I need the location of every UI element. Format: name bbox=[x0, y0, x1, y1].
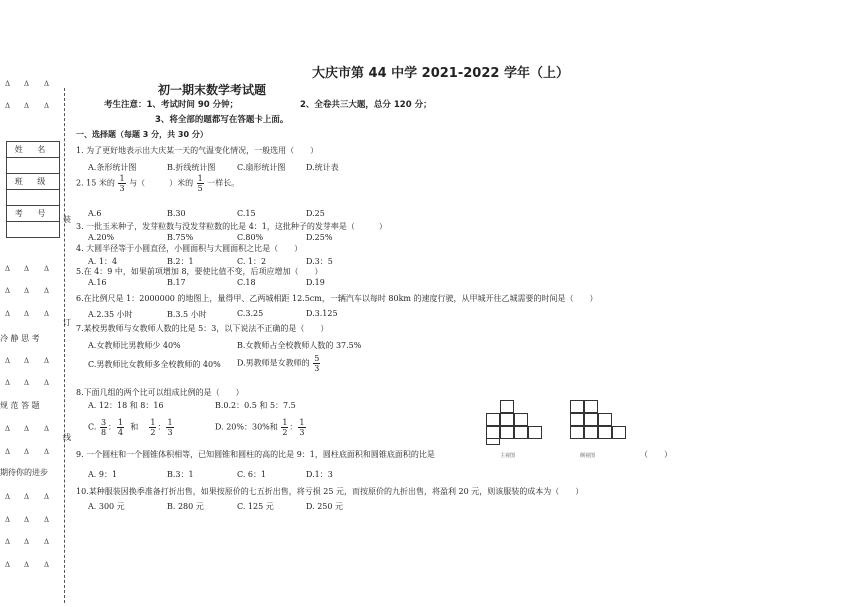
triangle-mark: Δ bbox=[44, 357, 50, 365]
triangle-mark: Δ bbox=[5, 357, 11, 365]
q3-option-a: A.20% bbox=[88, 233, 115, 242]
triangle-mark: Δ bbox=[5, 265, 11, 273]
q6-option-a: A.2.35 小时 bbox=[88, 310, 133, 319]
q8-stem: 8.下面几组的两个比可以组成比例的是（ ） bbox=[76, 388, 244, 397]
q7-option-d-text: D.男教师是女教师的 bbox=[237, 358, 310, 368]
figure-cell bbox=[570, 426, 584, 439]
front-view-label: 主视图 bbox=[500, 453, 516, 459]
numerator: 5 bbox=[314, 354, 320, 363]
triangle-mark: Δ bbox=[44, 425, 50, 433]
slogan-calm-thinking: 冷 静 思 考 bbox=[0, 334, 40, 343]
triangle-mark: Δ bbox=[24, 493, 30, 501]
q8-c-fraction-1 bbox=[100, 418, 107, 437]
q2-stem bbox=[76, 174, 239, 193]
name-field[interactable] bbox=[7, 158, 60, 174]
denominator: 2 bbox=[282, 428, 288, 437]
q3-option-b: B.75% bbox=[167, 233, 194, 242]
q8-d-fraction-2 bbox=[298, 418, 305, 437]
q7-option-b: B.女教师占全校教师人数的 37.5% bbox=[237, 341, 362, 350]
q9-stem: 9. 一个圆柱和一个圆锥体积相等，已知圆锥和圆柱的高的比是 9：1，圆柱底面积和圆锥底面积的比是 bbox=[76, 450, 435, 459]
numerator: 1 bbox=[150, 418, 156, 427]
figure-cell bbox=[598, 413, 612, 426]
triangle-mark: Δ bbox=[5, 287, 11, 295]
q5-option-d: D.19 bbox=[306, 278, 325, 287]
triangle-mark: Δ bbox=[44, 102, 50, 110]
triangle-mark: Δ bbox=[44, 448, 50, 456]
triangle-mark: Δ bbox=[24, 425, 30, 433]
triangle-mark: Δ bbox=[5, 516, 11, 524]
triangle-mark: Δ bbox=[44, 493, 50, 501]
triangle-mark: Δ bbox=[24, 448, 30, 456]
q9-option-a: A. 9：1 bbox=[88, 470, 118, 479]
number-field[interactable] bbox=[7, 222, 60, 238]
figure-cell bbox=[570, 413, 584, 426]
triangle-mark: Δ bbox=[24, 310, 30, 318]
q8-c-fraction-2 bbox=[117, 418, 124, 437]
q4-option-b: B.2：1 bbox=[167, 257, 194, 266]
q2-option-b: B.30 bbox=[167, 209, 186, 218]
q1-stem: 1. 为了更好地表示出大庆某一天的气温变化情况，一般选用（ ） bbox=[76, 146, 319, 155]
triangle-mark: Δ bbox=[5, 310, 11, 318]
q7-option-a: A.女教师比男教师少 40% bbox=[88, 341, 181, 350]
q8-option-c bbox=[88, 418, 175, 437]
figure-base bbox=[486, 439, 500, 445]
triangle-mark: Δ bbox=[5, 493, 11, 501]
class-field[interactable] bbox=[7, 190, 60, 206]
q5-option-a: A.16 bbox=[88, 278, 107, 287]
q1-option-a: A.条形统计图 bbox=[88, 163, 137, 172]
q4-option-c: C. 1：2 bbox=[237, 257, 267, 266]
numerator: 1 bbox=[167, 418, 173, 427]
q7-option-d bbox=[237, 354, 321, 373]
triangle-mark: Δ bbox=[24, 80, 30, 88]
q8-option-b: B.0.2：0.5 和 5：7.5 bbox=[215, 401, 296, 410]
class-label: 班 级 bbox=[7, 174, 60, 190]
triangle-mark: Δ bbox=[24, 265, 30, 273]
numerator: 1 bbox=[118, 418, 124, 427]
q9-option-d: D.1：3 bbox=[306, 470, 333, 479]
q10-option-c: C. 125 元 bbox=[237, 502, 274, 511]
q10-option-b: B. 280 元 bbox=[167, 502, 204, 511]
triangle-mark: Δ bbox=[44, 538, 50, 546]
q7-option-d-fraction bbox=[313, 354, 320, 373]
q9-option-c: C. 6：1 bbox=[237, 470, 267, 479]
q8-c-and: 和 bbox=[130, 422, 139, 432]
q8-d-fraction-1 bbox=[281, 418, 288, 437]
notice-line-2: 2、全卷共三大题，总分 120 分； bbox=[300, 100, 432, 110]
q2-stem-part: 与（ ）米的 bbox=[129, 178, 194, 188]
q8-c-label: C. bbox=[88, 422, 97, 432]
triangle-mark: Δ bbox=[5, 538, 11, 546]
figure-cell bbox=[570, 400, 584, 413]
denominator: 3 bbox=[299, 428, 305, 437]
q2-option-c: C.15 bbox=[237, 209, 256, 218]
triangle-mark: Δ bbox=[44, 287, 50, 295]
figure-cell bbox=[612, 426, 626, 439]
q4-option-d: D.3：5 bbox=[306, 257, 333, 266]
q10-option-d: D. 250 元 bbox=[306, 502, 344, 511]
numerator: 1 bbox=[197, 174, 203, 183]
triangle-mark: Δ bbox=[44, 310, 50, 318]
q6-stem: 6.在比例尺是 1：2000000 的地图上，量得甲、乙两城相距 12.5cm，一辆汽车以每时 80km 的速度行驶，从甲城开往乙城需要的时间是（ ） bbox=[76, 294, 598, 303]
q2-stem-part: 2. 15 米的 bbox=[76, 178, 115, 188]
slogan-progress: 期待你的进步 bbox=[0, 468, 48, 477]
denominator: 3 bbox=[314, 364, 320, 373]
q5-option-b: B.17 bbox=[167, 278, 186, 287]
figure-cell bbox=[598, 426, 612, 439]
triangle-mark: Δ bbox=[44, 265, 50, 273]
q9-option-b: B.3：1 bbox=[167, 470, 194, 479]
triangle-mark: Δ bbox=[24, 538, 30, 546]
student-info-table bbox=[6, 141, 60, 238]
q8-c-fraction-3 bbox=[149, 418, 156, 437]
binding-char-ding: 订 bbox=[63, 318, 71, 327]
triangle-mark: Δ bbox=[5, 448, 11, 456]
q8-option-d bbox=[215, 418, 307, 437]
figure-cell bbox=[486, 426, 500, 439]
q5-stem: 5.在 4：9 中，如果前项增加 8，要使比值不变，后项应增加（ ） bbox=[76, 267, 323, 276]
q10-option-a: A. 300 元 bbox=[88, 502, 125, 511]
triangle-mark: Δ bbox=[5, 379, 11, 387]
numerator: 1 bbox=[299, 418, 305, 427]
numerator: 1 bbox=[282, 418, 288, 427]
q6-option-d: D.3.125 bbox=[306, 309, 338, 318]
triangle-mark: Δ bbox=[24, 102, 30, 110]
denominator: 5 bbox=[197, 184, 203, 193]
triangle-mark: Δ bbox=[24, 357, 30, 365]
denominator: 8 bbox=[100, 428, 107, 437]
q3-option-d: D.25% bbox=[306, 233, 333, 242]
triangle-mark: Δ bbox=[5, 561, 11, 569]
q2-stem-part: 一样长。 bbox=[207, 178, 240, 188]
q3-stem: 3. 一批玉米种子，发芽粒数与没发芽粒数的比是 4：1，这批种子的发芽率是（ ） bbox=[76, 222, 387, 231]
triangle-mark: Δ bbox=[44, 516, 50, 524]
figure-cell bbox=[486, 413, 500, 426]
q6-option-c: C.3.25 bbox=[237, 309, 264, 318]
triangle-mark: Δ bbox=[44, 379, 50, 387]
triangle-mark: Δ bbox=[24, 287, 30, 295]
q1-option-c: C.扇形统计图 bbox=[237, 163, 286, 172]
q5-option-c: C.18 bbox=[237, 278, 256, 287]
name-label: 姓 名 bbox=[7, 142, 60, 158]
colon: ： bbox=[157, 422, 166, 432]
numerator: 3 bbox=[100, 418, 107, 427]
slogan-standard-answer: 规 范 答 题 bbox=[0, 401, 40, 410]
denominator: 3 bbox=[119, 184, 125, 193]
q4-option-a: A. 1：4 bbox=[88, 257, 118, 266]
q4-stem: 4. 大圆半径等于小圆直径，小圆面积与大圆面积之比是（ ） bbox=[76, 244, 303, 253]
q8-option-a: A. 12：18 和 8：16 bbox=[88, 401, 164, 410]
number-label: 考 号 bbox=[7, 206, 60, 222]
triangle-mark: Δ bbox=[5, 425, 11, 433]
figure-cell bbox=[500, 426, 514, 439]
q2-fraction-2 bbox=[197, 174, 204, 193]
q8-d-label: D. 20%：30%和 bbox=[215, 422, 278, 432]
q8-c-fraction-4 bbox=[166, 418, 173, 437]
q1-option-b: B.折线统计图 bbox=[167, 163, 216, 172]
q10-stem: 10.某种服装因换季准备打折出售，如果按原价的七五折出售，将亏损 25 元，而按原价的九折出售，将盈利 20 元，则该服装的成本为（ ） bbox=[76, 487, 584, 496]
numerator: 1 bbox=[119, 174, 125, 183]
q3-option-c: C.80% bbox=[237, 233, 264, 242]
exam-title: 初一期末数学考试题 bbox=[158, 83, 267, 97]
triangle-mark: Δ bbox=[24, 561, 30, 569]
triangle-mark: Δ bbox=[5, 80, 11, 88]
q2-fraction-1 bbox=[118, 174, 125, 193]
binding-dashed-line bbox=[64, 88, 65, 603]
denominator: 2 bbox=[150, 428, 156, 437]
figure-cell bbox=[500, 400, 514, 413]
binding-char-zhuang: 装 bbox=[63, 215, 71, 224]
denominator: 3 bbox=[167, 428, 173, 437]
triangle-mark: Δ bbox=[44, 80, 50, 88]
figure-cell bbox=[514, 426, 528, 439]
side-view-label: 侧视图 bbox=[580, 453, 596, 459]
denominator: 4 bbox=[118, 428, 124, 437]
q9-answer-paren: （ ） bbox=[640, 450, 672, 459]
binding-char-xian: 线 bbox=[63, 433, 71, 442]
section-heading: 一、选择题（每题 3 分，共 30 分） bbox=[76, 130, 208, 139]
q2-option-a: A.6 bbox=[88, 209, 102, 218]
q7-stem: 7.某校男教师与女教师人数的比是 5：3，以下说法不正确的是（ ） bbox=[76, 324, 329, 333]
figure-cell bbox=[500, 413, 514, 426]
triangle-mark: Δ bbox=[24, 379, 30, 387]
triangle-mark: Δ bbox=[44, 561, 50, 569]
triangle-mark: Δ bbox=[5, 102, 11, 110]
notice-line-3: 3、将全部的题都写在答题卡上面。 bbox=[155, 115, 289, 125]
figure-cell bbox=[528, 426, 542, 439]
q7-option-c: C.男教师比女教师多全校教师的 40% bbox=[88, 360, 221, 369]
q1-option-d: D.统计表 bbox=[306, 163, 339, 172]
colon: ： bbox=[108, 422, 117, 432]
notice-line-1: 考生注意：1、考试时间 90 分钟； bbox=[104, 100, 239, 110]
school-title: 大庆市第 44 中学 2021-2022 学年（上） bbox=[312, 66, 569, 81]
figure-cell bbox=[514, 413, 528, 426]
q2-option-d: D.25 bbox=[306, 209, 325, 218]
figure-cell bbox=[584, 426, 598, 439]
q6-option-b: B.3.5 小时 bbox=[167, 310, 207, 319]
colon: ： bbox=[289, 422, 298, 432]
triangle-mark: Δ bbox=[24, 516, 30, 524]
figure-cell bbox=[584, 400, 598, 413]
figure-cell bbox=[584, 413, 598, 426]
